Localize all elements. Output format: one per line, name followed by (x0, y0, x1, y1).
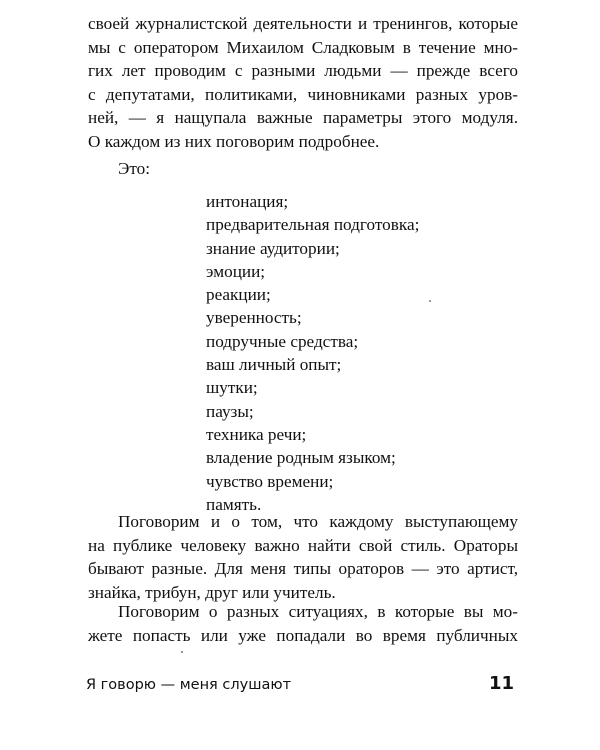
paragraph-line: с депутатами, политиками, чиновниками разных уров- (88, 84, 518, 104)
list-item: предварительная подготовка; (206, 215, 420, 235)
paragraph-line: Поговорим и о том, что каждому выступающему (118, 512, 518, 531)
paragraph-4 (88, 600, 518, 647)
paragraph-line: Поговорим о разных ситуациях, в которые вы мо- (118, 602, 518, 621)
paragraph-line: знайка, трибун, друг или учитель. (88, 582, 336, 602)
paragraph-line: бывают разные. Для меня типы ораторов — это артист, (88, 559, 518, 578)
parameters-list (206, 190, 419, 516)
paragraph-line: ней, — я нащупала важные параметры этого модуля. (88, 108, 518, 127)
list-item: владение родным языком; (206, 448, 396, 468)
list-item: эмоции; (206, 261, 266, 281)
paragraph-line: Это: (118, 159, 150, 178)
list-item: уверенность; (206, 308, 302, 328)
paragraph-line: своей журналистской деятельности и тренингов, которые (88, 14, 518, 33)
list-item: паузы; (206, 401, 254, 421)
list-item: шутки; (206, 378, 258, 398)
list-item: память. (206, 494, 262, 514)
list-item: знание аудитории; (206, 238, 340, 258)
list-item: реакции; (206, 285, 271, 305)
running-footer-title: Я говорю — меня слушают (86, 677, 292, 693)
list-item: подручные средства; (206, 331, 359, 351)
paragraph-line: О каждом из них поговорим подробнее. (88, 131, 380, 151)
paper-speck (181, 651, 183, 653)
paragraph-2 (118, 157, 318, 181)
page-number: 11 (488, 673, 514, 694)
paragraph-3 (88, 510, 518, 604)
paragraph-line: жете попасть или уже попадали во время публичных (88, 625, 518, 645)
paragraph-line: гих лет проводим с разными людьми — прежде всего (88, 61, 518, 80)
list-item: чувство времени; (206, 471, 334, 491)
paper-speck (429, 300, 431, 302)
paragraph-line: на публике человеку важно найти свой стиль. Ораторы (88, 535, 518, 555)
list-item: ваш личный опыт; (206, 355, 342, 375)
paragraph-1 (88, 12, 518, 153)
list-item: интонация; (206, 192, 289, 211)
list-item: техника речи; (206, 424, 307, 444)
paragraph-line: мы с оператором Михаилом Сладковым в течение мно- (88, 37, 518, 57)
